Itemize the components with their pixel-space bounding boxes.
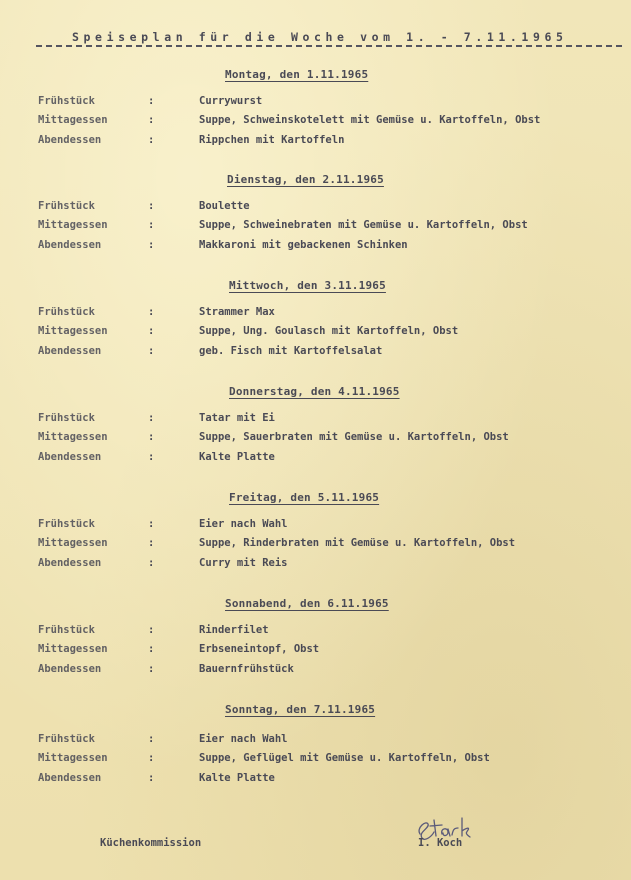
- meal-row: [0, 134, 631, 150]
- meal-label: Frühstück: [38, 624, 95, 636]
- colon: :: [148, 518, 155, 530]
- meal-row: [0, 537, 631, 553]
- page-title-text: Speiseplan für die Woche vom 1. - 7.11.1965: [72, 30, 568, 44]
- meal-row: [0, 200, 631, 216]
- colon: :: [148, 643, 155, 655]
- meal-row: [0, 412, 631, 428]
- colon: :: [148, 219, 155, 231]
- meal-row: [0, 219, 631, 235]
- dish: Strammer Max: [199, 306, 275, 318]
- meal-label: Mittagessen: [38, 219, 108, 231]
- colon: :: [148, 733, 155, 745]
- meal-label: Frühstück: [38, 200, 95, 212]
- meal-label: Abendessen: [38, 451, 102, 463]
- meal-row: [0, 663, 631, 679]
- dish: Suppe, Geflügel mit Gemüse u. Kartoffeln, Obst: [199, 752, 490, 764]
- colon: :: [148, 412, 155, 424]
- meal-label: Abendessen: [38, 239, 102, 251]
- meal-label: Frühstück: [38, 306, 95, 318]
- meal-label: Frühstück: [38, 95, 95, 107]
- colon: :: [148, 325, 155, 337]
- dish: geb. Fisch mit Kartoffelsalat: [199, 345, 383, 357]
- footer-cook: I. Koch: [418, 837, 463, 849]
- colon: :: [148, 345, 155, 357]
- colon: :: [148, 114, 155, 126]
- colon: :: [148, 95, 155, 107]
- dish: Boulette: [199, 200, 250, 212]
- dish: Suppe, Schweinskotelett mit Gemüse u. Kartoffeln, Obst: [199, 114, 541, 126]
- day-title: Dienstag, den 2.11.1965: [227, 173, 384, 186]
- meal-label: Frühstück: [38, 518, 95, 530]
- colon: :: [148, 557, 155, 569]
- colon: :: [148, 624, 155, 636]
- dish: Rinderfilet: [199, 624, 269, 636]
- dish: Suppe, Rinderbraten mit Gemüse u. Kartoffeln, Obst: [199, 537, 516, 549]
- dish: Makkaroni mit gebackenen Schinken: [199, 239, 408, 251]
- title-underline: [36, 45, 622, 47]
- dish: Suppe, Sauerbraten mit Gemüse u. Kartoffeln, Obst: [199, 431, 509, 443]
- meal-row: [0, 95, 631, 111]
- colon: :: [148, 772, 155, 784]
- meal-row: [0, 733, 631, 749]
- dish: Kalte Platte: [199, 772, 275, 784]
- colon: :: [148, 200, 155, 212]
- day-title: Donnerstag, den 4.11.1965: [229, 385, 400, 398]
- dish: Curry mit Reis: [199, 557, 288, 569]
- colon: :: [148, 134, 155, 146]
- meal-label: Frühstück: [38, 412, 95, 424]
- dish: Suppe, Schweinebraten mit Gemüse u. Kartoffeln, Obst: [199, 219, 528, 231]
- meal-label: Mittagessen: [38, 537, 108, 549]
- dish: Eier nach Wahl: [199, 518, 288, 530]
- meal-label: Mittagessen: [38, 114, 108, 126]
- dish: Tatar mit Ei: [199, 412, 275, 424]
- dish: Currywurst: [199, 95, 263, 107]
- meal-label: Mittagessen: [38, 643, 108, 655]
- day-title: Montag, den 1.11.1965: [225, 68, 369, 81]
- meal-row: [0, 306, 631, 322]
- colon: :: [148, 537, 155, 549]
- dish: Rippchen mit Kartoffeln: [199, 134, 345, 146]
- meal-label: Abendessen: [38, 772, 102, 784]
- day-title: Sonnabend, den 6.11.1965: [225, 597, 389, 610]
- meal-label: Abendessen: [38, 557, 102, 569]
- footer-commission: Küchenkommission: [100, 837, 202, 849]
- colon: :: [148, 663, 155, 675]
- meal-row: [0, 518, 631, 534]
- colon: :: [148, 752, 155, 764]
- meal-row: [0, 557, 631, 573]
- meal-row: [0, 624, 631, 640]
- meal-row: [0, 643, 631, 659]
- meal-row: [0, 345, 631, 361]
- meal-row: [0, 431, 631, 447]
- dish: Erbseneintopf, Obst: [199, 643, 320, 655]
- meal-label: Mittagessen: [38, 325, 108, 337]
- colon: :: [148, 451, 155, 463]
- meal-label: Abendessen: [38, 134, 102, 146]
- page-title: [36, 30, 622, 44]
- meal-label: Abendessen: [38, 345, 102, 357]
- colon: :: [148, 306, 155, 318]
- meal-label: Mittagessen: [38, 431, 108, 443]
- day-title: Sonntag, den 7.11.1965: [225, 703, 376, 716]
- colon: :: [148, 431, 155, 443]
- meal-label: Frühstück: [38, 733, 95, 745]
- meal-label: Mittagessen: [38, 752, 108, 764]
- dish: Suppe, Ung. Goulasch mit Kartoffeln, Obst: [199, 325, 459, 337]
- day-title: Freitag, den 5.11.1965: [229, 491, 380, 504]
- colon: :: [148, 239, 155, 251]
- meal-row: [0, 752, 631, 768]
- meal-row: [0, 239, 631, 255]
- dish: Bauernfrühstück: [199, 663, 294, 675]
- day-title: Mittwoch, den 3.11.1965: [229, 279, 386, 292]
- meal-row: [0, 772, 631, 788]
- meal-row: [0, 451, 631, 467]
- dish: Kalte Platte: [199, 451, 275, 463]
- dish: Eier nach Wahl: [199, 733, 288, 745]
- meal-label: Abendessen: [38, 663, 102, 675]
- meal-row: [0, 325, 631, 341]
- meal-row: [0, 114, 631, 130]
